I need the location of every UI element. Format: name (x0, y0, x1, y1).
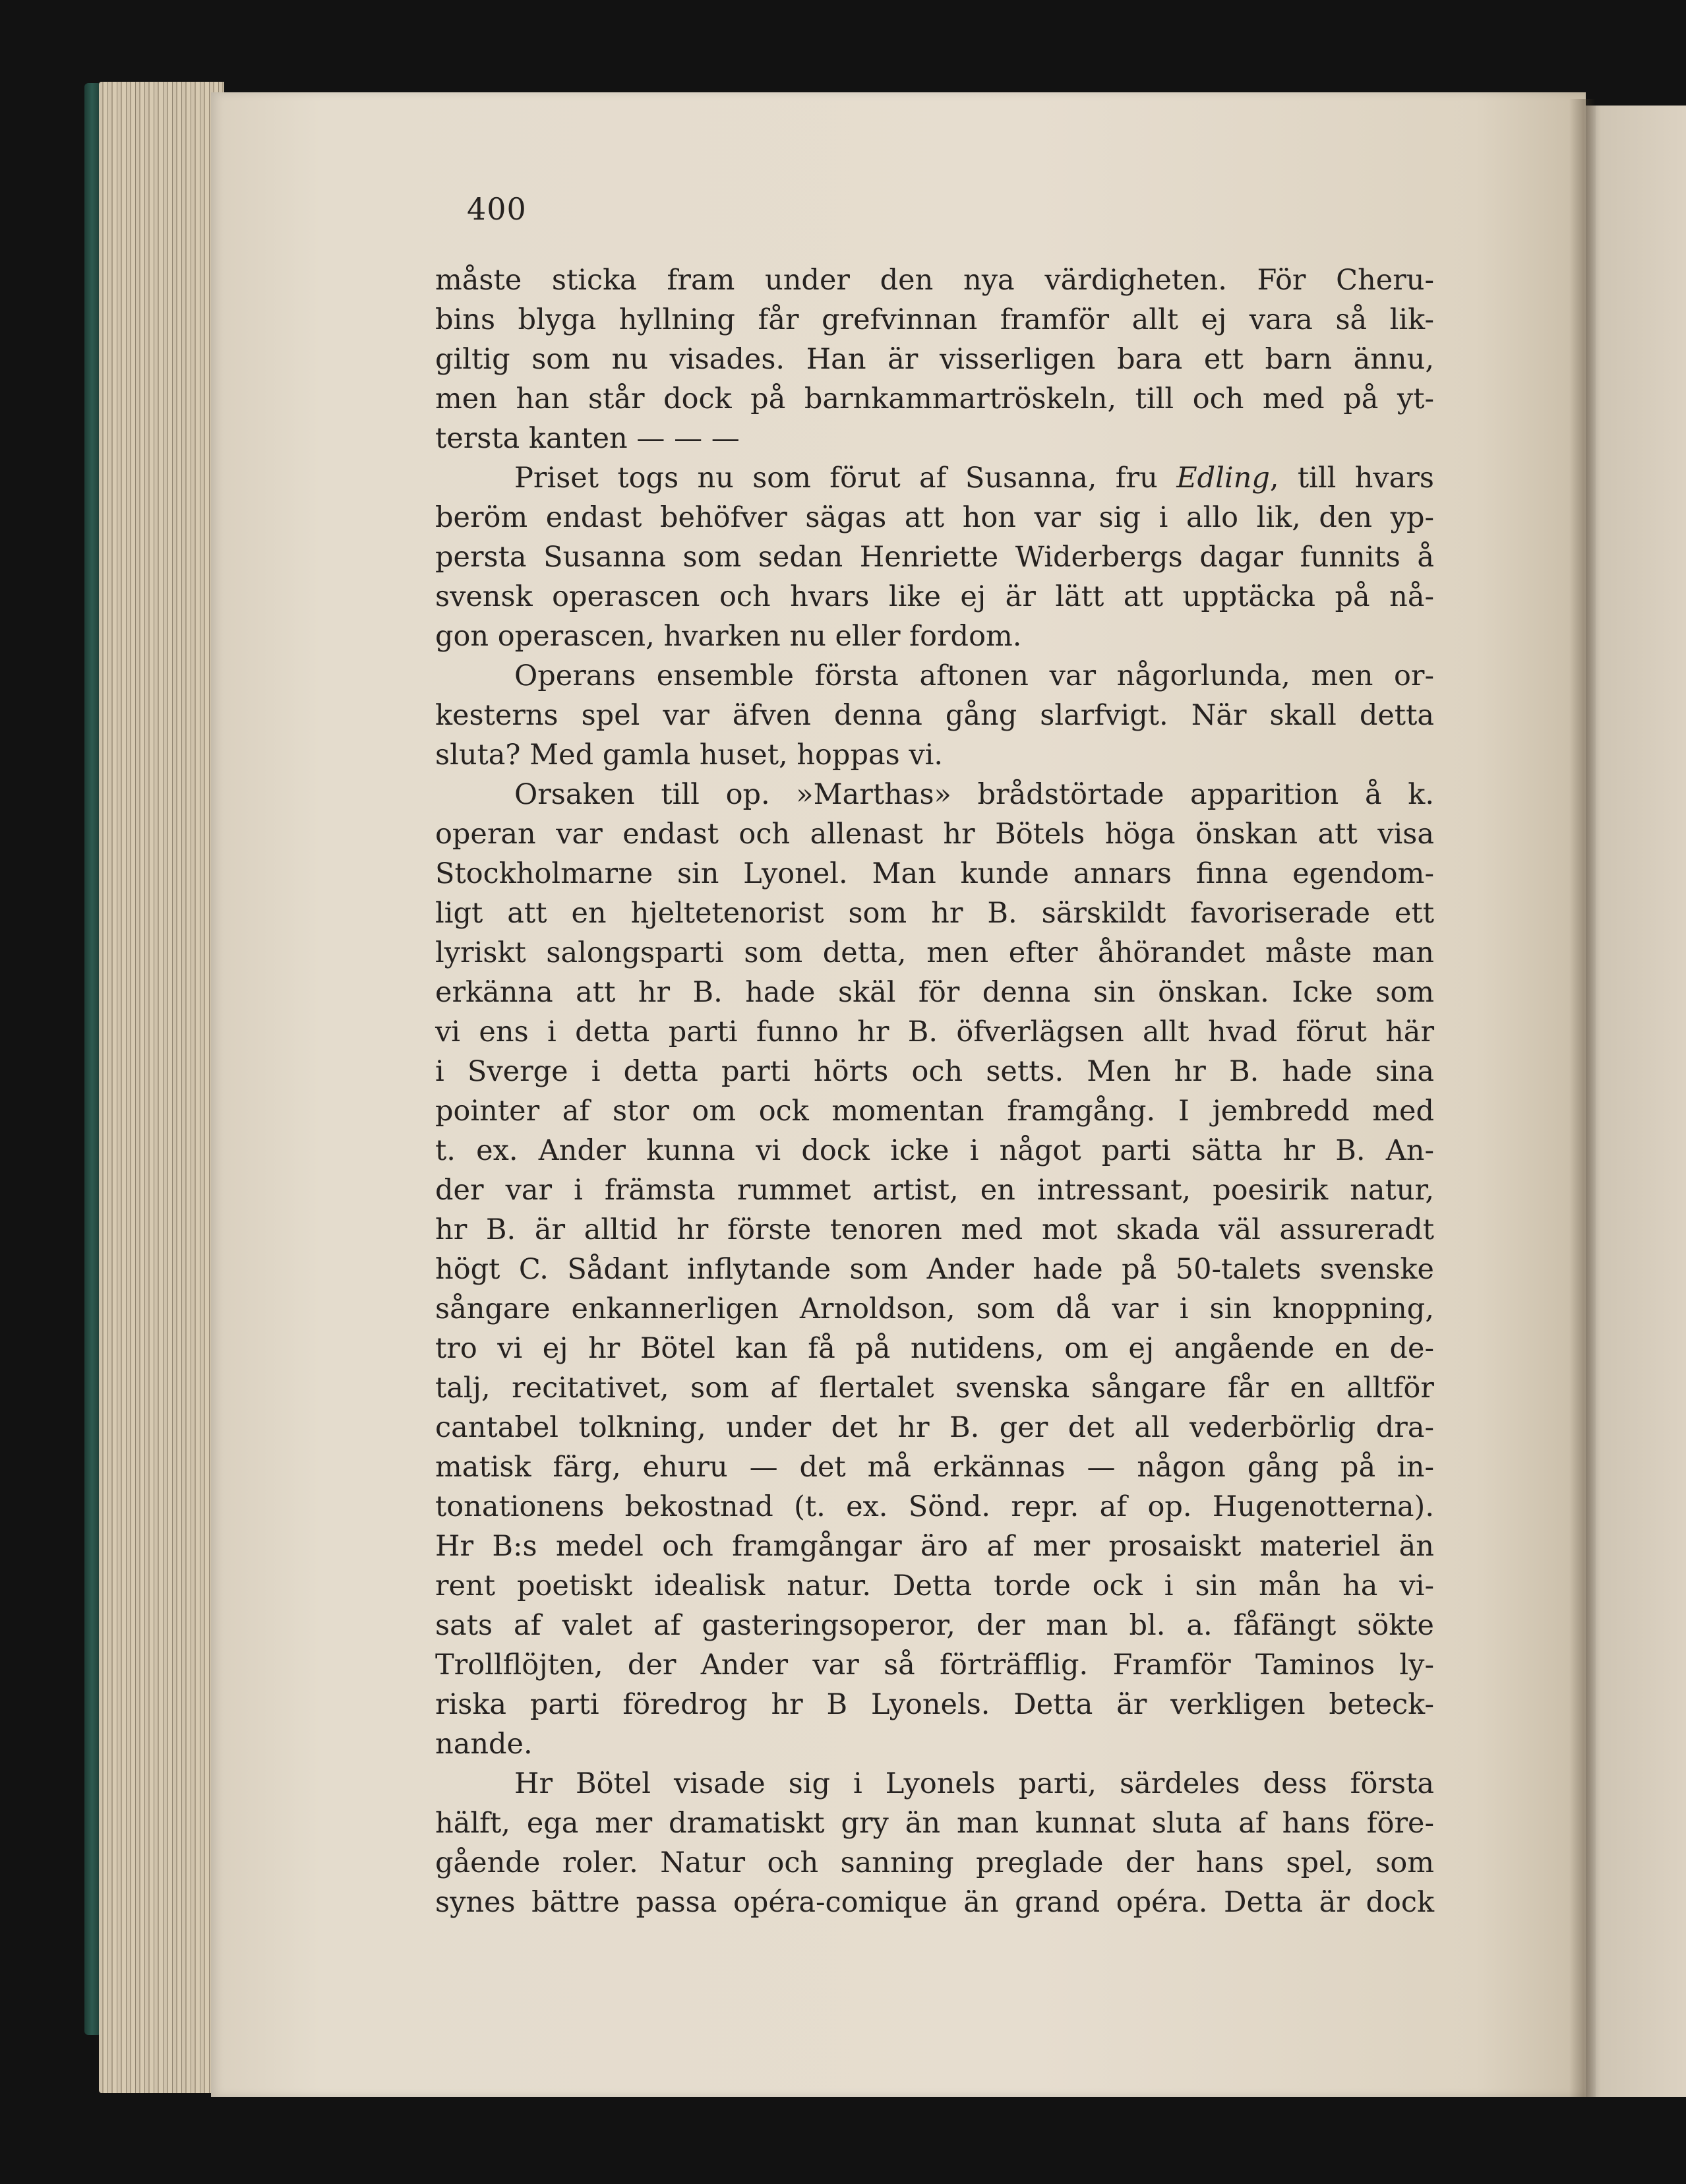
text-line: vi ens i detta parti funno hr B. öfverlägsen allt hvad förut här (435, 1016, 1434, 1048)
text-line: men han står dock på barnkammartröskeln, till och med på yt- (435, 382, 1434, 415)
text-line: Orsaken till op. »Marthas» brådstörtade apparition å k. (514, 778, 1434, 811)
text-line: Operans ensemble första aftonen var någorlunda, men or- (514, 659, 1434, 692)
text-line: pointer af stor om ock momentan framgång. I jembredd med (435, 1095, 1434, 1128)
text-line: sats af valet af gasteringsoperor, der man bl. a. fåfängt sökte (435, 1609, 1434, 1642)
facing-page (1582, 106, 1686, 2097)
text-line: gående roler. Natur och sanning preglade der hans spel, som (435, 1846, 1434, 1879)
text-line: Hr Bötel visade sig i Lyonels parti, särdeles dess första (514, 1767, 1434, 1800)
text-line: tersta kanten — — — (435, 422, 740, 455)
text-line: bins blyga hyllning får grefvinnan framför allt ej vara så lik- (435, 303, 1434, 336)
text-line: matisk färg, ehuru — det må erkännas — någon gång på in- (435, 1451, 1434, 1484)
text-line: högt C. Sådant inflytande som Ander hade på 50-talets svenske (435, 1253, 1434, 1286)
page-number: 400 (467, 191, 527, 227)
text-line: tonationens bekostnad (t. ex. Sönd. repr. af op. Hugenotterna). (435, 1490, 1434, 1523)
text-line: talj, recitativet, som af flertalet svenska sångare får en alltför (435, 1372, 1434, 1405)
text-line: Stockholmarne sin Lyonel. Man kunde annars finna egendom- (435, 857, 1434, 890)
text-line: giltig som nu visades. Han är visserligen bara ett barn ännu, (435, 343, 1434, 376)
text-line: hälft, ega mer dramatiskt gry än man kunnat sluta af hans före- (435, 1807, 1434, 1840)
text-line: beröm endast behöfver sägas att hon var sig i allo lik, den yp- (435, 501, 1434, 534)
text-line: kesterns spel var äfven denna gång slarfvigt. När skall detta (435, 699, 1434, 732)
text-line: gon operascen, hvarken nu eller fordom. (435, 620, 1022, 653)
text-line: riska parti föredrog hr B Lyonels. Detta är verkligen beteck- (435, 1688, 1434, 1721)
text-line: sluta? Med gamla huset, hoppas vi. (435, 739, 944, 772)
text-line: cantabel tolkning, under det hr B. ger det all vederbörlig dra- (435, 1411, 1434, 1444)
text-line: ligt att en hjeltetenorist som hr B. särskildt favoriserade ett (435, 897, 1434, 930)
text-line: synes bättre passa opéra-comique än grand opéra. Detta är dock (435, 1886, 1434, 1919)
text-line: erkänna att hr B. hade skäl för denna sin önskan. Icke som (435, 976, 1434, 1009)
page-edges (99, 82, 224, 2093)
text-line: i Sverge i detta parti hörts och setts. Men hr B. hade sina (435, 1055, 1434, 1088)
text-line: tro vi ej hr Bötel kan få på nutidens, om ej angående en de- (435, 1332, 1434, 1365)
text-line: t. ex. Ander kunna vi dock icke i något parti sätta hr B. An- (435, 1134, 1434, 1167)
text-line (435, 458, 1434, 498)
body-text (435, 260, 1434, 1922)
text-line: sångare enkannerligen Arnoldson, som då var i sin knoppning, (435, 1292, 1434, 1325)
text-line: Hr B:s medel och framgångar äro af mer prosaiskt materiel än (435, 1530, 1434, 1563)
text-line: måste sticka fram under den nya värdigheten. För Cheru- (435, 264, 1434, 297)
text-line: svensk operascen och hvars like ej är lätt att upptäcka på nå- (435, 580, 1434, 613)
text-line: Trollflöjten, der Ander var så förträfflig. Framför Taminos ly- (435, 1649, 1434, 1682)
text-line: nande. (435, 1728, 533, 1761)
text-line: lyriskt salongsparti som detta, men efter åhörandet måste man (435, 936, 1434, 969)
text-line: rent poetiskt idealisk natur. Detta torde ock i sin mån ha vi- (435, 1569, 1434, 1602)
text-line: operan var endast och allenast hr Bötels höga önskan att visa (435, 818, 1434, 851)
text-line: der var i främsta rummet artist, en intressant, poesirik natur, (435, 1174, 1434, 1207)
text-line-part: Priset togs nu som förut af Susanna, fru (514, 462, 1177, 495)
text-line: hr B. är alltid hr förste tenoren med mot skada väl assureradt (435, 1213, 1434, 1246)
text-line: persta Susanna som sedan Henriette Widerbergs dagar funnits å (435, 541, 1434, 574)
text-line-part: , till hvars (1269, 462, 1434, 495)
page-gutter (1569, 99, 1596, 2097)
italic-name: Edling (1176, 462, 1270, 495)
